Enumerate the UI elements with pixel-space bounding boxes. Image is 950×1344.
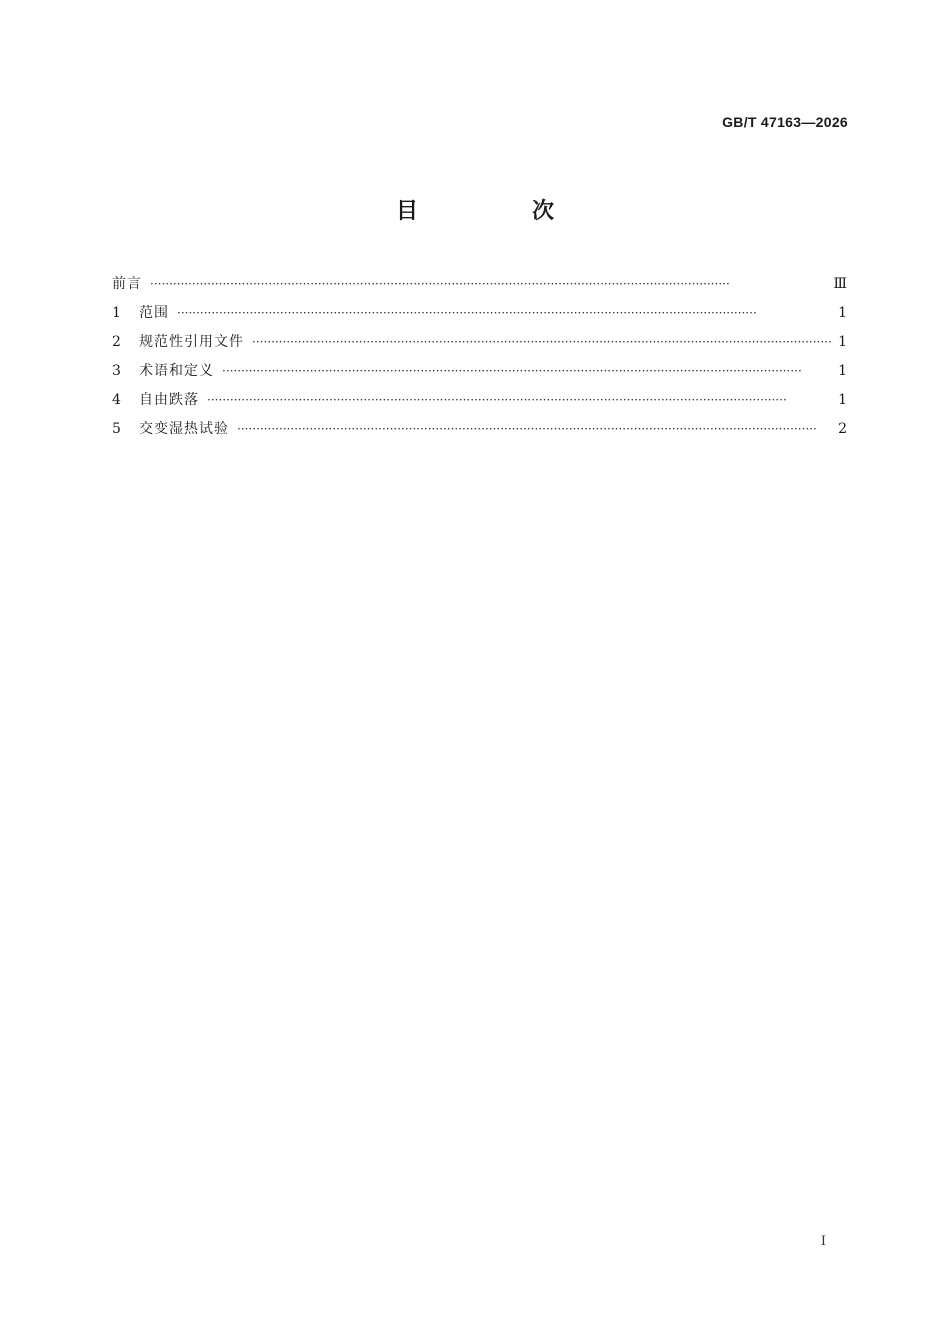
toc-entry-damp-heat-cyclic-test[interactable]: [112, 415, 848, 444]
toc-entry-label: 规范性引用文件: [139, 334, 244, 350]
table-of-contents: [112, 270, 848, 444]
page-number: I: [820, 1234, 826, 1249]
toc-leader-dots: [237, 415, 832, 444]
page-title: 目 次: [395, 199, 600, 224]
toc-entry-page: 1: [838, 363, 848, 379]
toc-leader-dots: [222, 357, 832, 386]
toc-leader-dots: [252, 328, 832, 357]
toc-entry-terms-definitions[interactable]: [112, 357, 848, 386]
toc-entry-number: 1: [112, 305, 122, 321]
toc-leader-dots: [177, 299, 832, 328]
toc-entry-number: 2: [112, 334, 122, 350]
toc-entry-label: 术语和定义: [139, 363, 214, 379]
toc-entry-label: 前言: [112, 276, 142, 292]
toc-entry-free-fall[interactable]: [112, 386, 848, 415]
toc-entry-page: 1: [838, 392, 848, 408]
toc-entry-page: 1: [838, 305, 848, 321]
toc-entry-label: 自由跌落: [139, 392, 199, 408]
toc-entry-label: 范围: [139, 305, 169, 321]
toc-entry-number: 3: [112, 363, 122, 379]
toc-entry-label: 交变湿热试验: [139, 421, 229, 437]
toc-entry-page: 2: [838, 421, 848, 437]
toc-leader-dots: [207, 386, 832, 415]
toc-entry-scope[interactable]: [112, 299, 848, 328]
toc-entry-page: Ⅲ: [833, 276, 848, 292]
standard-number: GB/T 47163—2026: [722, 114, 848, 130]
toc-entry-page: 1: [838, 334, 848, 350]
toc-entry-foreword[interactable]: [112, 270, 848, 299]
toc-leader-dots: [150, 270, 827, 299]
toc-entry-number: 4: [112, 392, 122, 408]
toc-entry-normative-references[interactable]: [112, 328, 848, 357]
toc-entry-number: 5: [112, 421, 122, 437]
